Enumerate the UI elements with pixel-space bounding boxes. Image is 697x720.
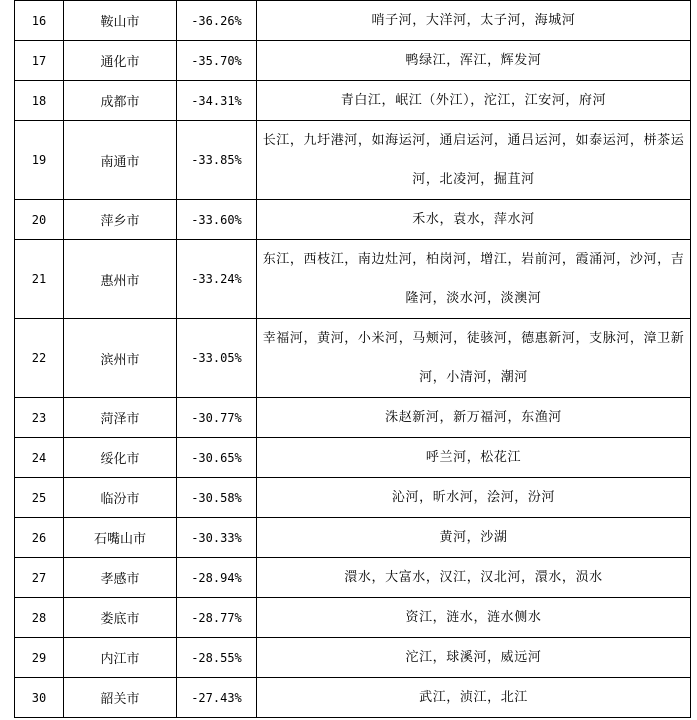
change-cell: -34.31% <box>177 81 257 121</box>
table-row <box>15 478 691 518</box>
rivers-cell: 沁河，昕水河，浍河，汾河 <box>257 478 691 518</box>
rivers-cell: 鸭绿江，浑江，辉发河 <box>257 41 691 81</box>
change-cell: -30.65% <box>177 438 257 478</box>
change-cell: -28.94% <box>177 558 257 598</box>
change-cell: -33.60% <box>177 200 257 240</box>
rivers-cell: 洙赵新河，新万福河，东渔河 <box>257 398 691 438</box>
table-row <box>15 81 691 121</box>
table-row <box>15 678 691 718</box>
rank-cell: 28 <box>15 598 64 638</box>
rivers-cell: 沱江，球溪河，威远河 <box>257 638 691 678</box>
rivers-cell: 澴水，大富水，汉江，汉北河，澴水，涢水 <box>257 558 691 598</box>
rivers-cell: 资江，涟水，涟水侧水 <box>257 598 691 638</box>
rank-cell: 21 <box>15 240 64 319</box>
city-cell: 临汾市 <box>64 478 177 518</box>
change-cell: -28.77% <box>177 598 257 638</box>
rivers-cell: 呼兰河，松花江 <box>257 438 691 478</box>
table-row <box>15 240 691 319</box>
rank-cell: 17 <box>15 41 64 81</box>
change-cell: -30.33% <box>177 518 257 558</box>
table-row <box>15 638 691 678</box>
table-row <box>15 121 691 200</box>
change-cell: -28.55% <box>177 638 257 678</box>
table-row <box>15 41 691 81</box>
rank-cell: 18 <box>15 81 64 121</box>
rank-cell: 30 <box>15 678 64 718</box>
rank-cell: 26 <box>15 518 64 558</box>
rank-cell: 22 <box>15 319 64 398</box>
change-cell: -30.77% <box>177 398 257 438</box>
rivers-cell: 哨子河，大洋河，太子河，海城河 <box>257 1 691 41</box>
rivers-cell: 禾水，袁水，萍水河 <box>257 200 691 240</box>
table-body <box>15 1 691 718</box>
rank-cell: 27 <box>15 558 64 598</box>
rank-cell: 20 <box>15 200 64 240</box>
city-cell: 韶关市 <box>64 678 177 718</box>
rivers-cell: 青白江，岷江（外江），沱江，江安河，府河 <box>257 81 691 121</box>
change-cell: -35.70% <box>177 41 257 81</box>
river-ranking-table <box>14 0 691 718</box>
city-cell: 孝感市 <box>64 558 177 598</box>
table-row <box>15 558 691 598</box>
table-row <box>15 200 691 240</box>
change-cell: -33.85% <box>177 121 257 200</box>
rivers-cell: 东江，西枝江，南边灶河，柏岗河，增江，岩前河，霞涌河，沙河，吉隆河，淡水河，淡澳河 <box>257 240 691 319</box>
change-cell: -30.58% <box>177 478 257 518</box>
city-cell: 鞍山市 <box>64 1 177 41</box>
change-cell: -36.26% <box>177 1 257 41</box>
rank-cell: 24 <box>15 438 64 478</box>
rivers-cell: 幸福河，黄河，小米河，马颊河，徒骇河，德惠新河，支脉河，漳卫新河，小清河，潮河 <box>257 319 691 398</box>
city-cell: 惠州市 <box>64 240 177 319</box>
city-cell: 成都市 <box>64 81 177 121</box>
table-row <box>15 319 691 398</box>
city-cell: 娄底市 <box>64 598 177 638</box>
city-cell: 石嘴山市 <box>64 518 177 558</box>
rank-cell: 16 <box>15 1 64 41</box>
city-cell: 滨州市 <box>64 319 177 398</box>
rank-cell: 23 <box>15 398 64 438</box>
table-row <box>15 598 691 638</box>
rank-cell: 29 <box>15 638 64 678</box>
change-cell: -33.05% <box>177 319 257 398</box>
city-cell: 绥化市 <box>64 438 177 478</box>
rank-cell: 25 <box>15 478 64 518</box>
table-row <box>15 398 691 438</box>
city-cell: 内江市 <box>64 638 177 678</box>
city-cell: 南通市 <box>64 121 177 200</box>
change-cell: -27.43% <box>177 678 257 718</box>
city-cell: 萍乡市 <box>64 200 177 240</box>
change-cell: -33.24% <box>177 240 257 319</box>
rivers-cell: 黄河，沙湖 <box>257 518 691 558</box>
city-cell: 通化市 <box>64 41 177 81</box>
table-row <box>15 1 691 41</box>
table-row <box>15 438 691 478</box>
table-row <box>15 518 691 558</box>
rivers-cell: 武江，浈江，北江 <box>257 678 691 718</box>
rivers-cell: 长江，九圩港河，如海运河，通启运河，通吕运河，如泰运河，栟茶运河，北凌河，掘苴河 <box>257 121 691 200</box>
rank-cell: 19 <box>15 121 64 200</box>
city-cell: 菏泽市 <box>64 398 177 438</box>
